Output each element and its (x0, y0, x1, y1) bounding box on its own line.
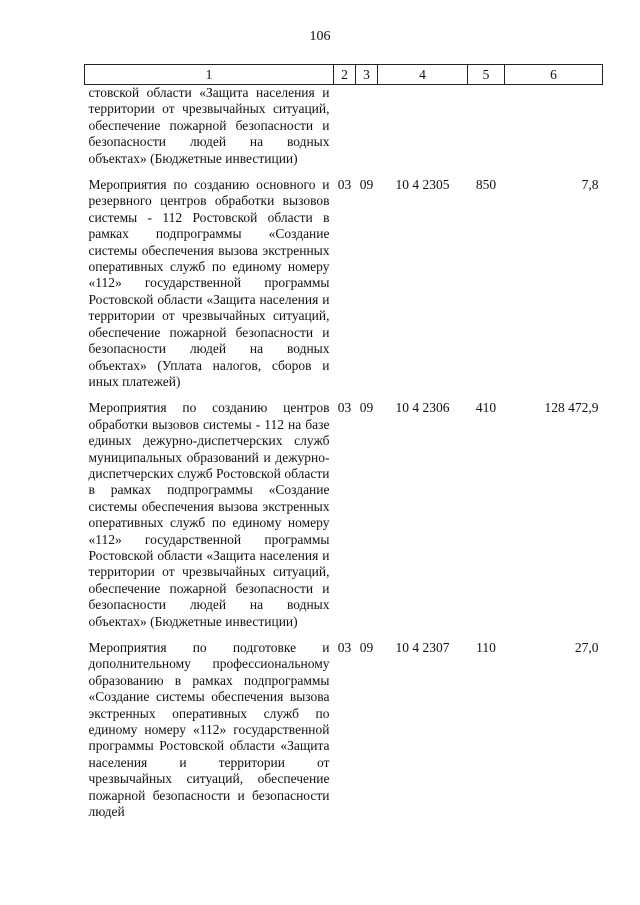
row-expense-type: 110 (476, 640, 496, 655)
row-subsection: 09 (359, 177, 374, 193)
row-subsection (356, 85, 378, 172)
row-description: Мероприятия по подготовке и дополнительному профессиональному образованию в рамках подпрограммы «Создание системы обеспечения вызова экстренных оперативных служб по единому номеру «112» государственной программы Ростовской области «Защита населения и территории от чрезвычайных ситуаций, обеспечение пожарной безопасности и безопасности людей (88, 640, 330, 820)
row-amount: 128 472,9 (544, 400, 599, 416)
row-expense-type: 850 (475, 177, 497, 193)
header-row (85, 65, 603, 85)
page-number: 106 (309, 29, 331, 44)
row-target-code: 10 4 2307 (395, 640, 450, 655)
row-target-code: 10 4 2305 (395, 177, 450, 193)
header-col-2: 2 (334, 65, 356, 85)
row-expense-type: 410 (475, 400, 497, 416)
table-row (85, 85, 603, 172)
row-description: Мероприятия по созданию основного и резервного центров обработки вызовов системы - 112 Ростовской области в рамках подпрограммы «Создание системы обеспечения вызова экстренных оперативных служб по единому номеру «112» государственной программы Ростовской области «Защита населения и территории от чрезвычайных ситуаций, обеспечение пожарной безопасности и безопасности людей на водных объектах» (Уплата налогов, сборов и иных платежей) (88, 177, 330, 389)
header-col-1: 1 (85, 65, 334, 85)
header-col-6: 6 (505, 65, 603, 85)
table-row (85, 634, 603, 824)
table-body (85, 85, 603, 825)
header-col-5: 5 (468, 65, 505, 85)
row-amount: 27,0 (574, 640, 599, 655)
row-subsection: 09 (359, 640, 374, 655)
header-col-3: 3 (356, 65, 378, 85)
budget-table (84, 64, 603, 824)
row-section: 03 (337, 640, 352, 655)
row-amount (505, 85, 603, 172)
row-description: Мероприятия по созданию центров обработки вызовов системы - 112 на базе единых дежурно-диспетчерских служб муниципальных образований и дежурно-диспетчерских служб Ростовской области в рамках подпрограммы «Создание системы обеспечения вызова экстренных оперативных служб по единому номеру «112» государственной программы Ростовской области «Защита населения и территории от чрезвычайных ситуаций, обеспечение пожарной безопасности и безопасности людей на водных объектах» (Бюджетные инвестиции) (88, 400, 330, 629)
table-row (85, 171, 603, 394)
row-description: стовской области «Защита населения и территории от чрезвычайных ситуаций, обеспечение пожарной безопасности и безопасности людей на водных объектах» (Бюджетные инвестиции) (88, 85, 330, 166)
row-subsection: 09 (359, 400, 374, 416)
header-col-4: 4 (378, 65, 468, 85)
row-expense-type (468, 85, 505, 172)
row-section: 03 (337, 177, 352, 193)
row-amount: 7,8 (581, 177, 599, 193)
row-section: 03 (337, 400, 352, 416)
row-target-code: 10 4 2306 (395, 400, 450, 416)
table-header (85, 65, 603, 85)
row-target-code (378, 85, 468, 172)
row-section (334, 85, 356, 172)
table-row (85, 394, 603, 634)
